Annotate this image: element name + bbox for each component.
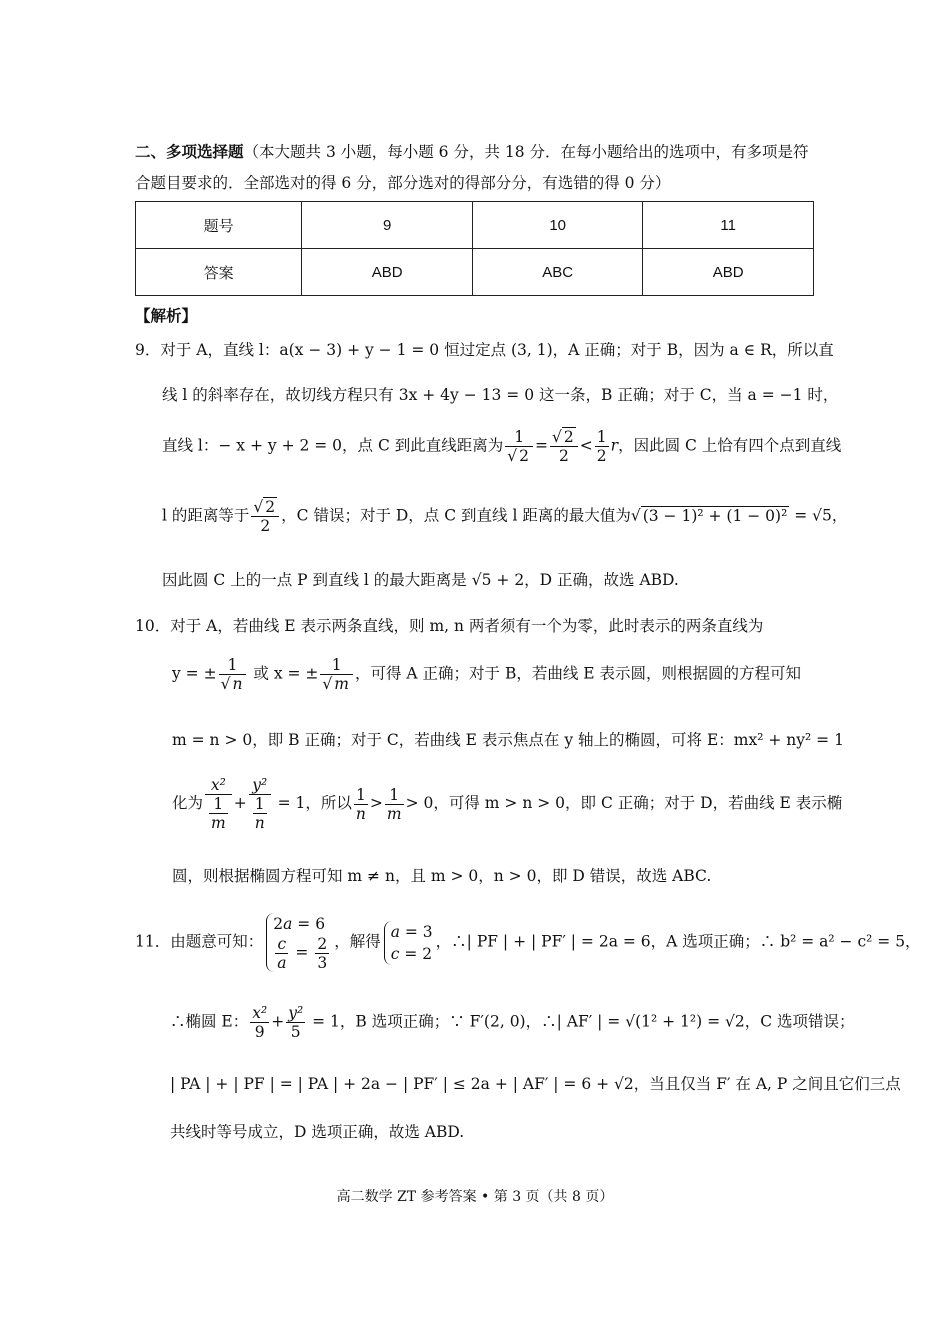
q9-line-1: 9．对于 A，直线 l：a(x − 3) + y − 1 = 0 恒过定点 (3, 1)，A 正确；对于 B，因为 a ∈ R，所以直: [135, 341, 834, 359]
fraction: $\frac{\text{y²}}{5}$: [288, 1004, 304, 1041]
q11-line-4: 共线时等号成立，D 选项正确，故选 ABD.: [170, 1123, 465, 1141]
equation-system: a = 3 c = 2: [384, 921, 433, 965]
fraction: $\frac{√ 2}{2}$: [251, 498, 279, 535]
fraction: $\frac{\text{x²}}{9}$: [252, 1004, 268, 1041]
answer-table: [135, 201, 814, 296]
fraction: $\frac{1}{√ n}$: [219, 656, 247, 693]
q10-line-4-tail: ，可得 m > n > 0，即 C 正确；对于 D，若曲线 E 表示椭: [433, 794, 843, 812]
q9-line-4-mid: ，C 错误；对于 D，点 C 到直线 l 距离的最大值为: [281, 506, 631, 525]
answer-label: 答案: [136, 249, 302, 296]
q10-line-1: 10．对于 A，若曲线 E 表示两条直线，则 m, n 两者须有一个为零，此时表示的两条直线为: [135, 617, 764, 635]
fraction: $\frac{\text{x²}}{\frac{1}{m}}$: [205, 776, 232, 832]
question-number: 10: [472, 202, 643, 249]
fraction: $\frac{\text{y²}}{\frac{1}{n}}$: [249, 776, 271, 832]
q10-line-2-mid: 或 x = ±: [248, 664, 319, 683]
page-footer: 高二数学 ZT 参考答案 • 第 3 页（共 8 页）: [336, 1189, 614, 1205]
q10-line-5: 圆，则根据椭圆方程可知 m ≠ n，且 m > 0，n > 0，即 D 错误，故选 ABC.: [172, 867, 712, 885]
q11-line-3: | PA | + | PF | = | PA | + 2a − | PF′ | ≤ 2a + | AF′ | = 6 + √2，当且仅当 F′ 在 A, P 之间且它们三点: [170, 1075, 901, 1093]
section-title: 二、多项选择题: [135, 142, 244, 161]
q9-line-4: l 的距离等于 $\frac{√ 2}{2}$ ，C 错误；对于 D，点 C 到直线 l 距离的最大值为√ (3 − 1)² + (1 − 0)² = √5，: [162, 498, 848, 535]
q11-line-1-text: 11．由题意可知：: [135, 932, 264, 951]
q11-line-2-text: ∴椭圆 E：: [170, 1012, 249, 1031]
q10-line-2: [172, 656, 801, 693]
sqrt-expression: (3 − 1)² + (1 − 0)²: [642, 506, 788, 525]
q10-line-4: 化为 $\frac{\text{x²}}{\frac{1}{m}}$ + $\frac{\text{y²}}{\frac{1}{n}}$ = 1，所以 $\frac{1}{n}$ > $\frac{1}{m}$ > 0，可得 m > n > 0，即 C 正确；对于 D，若曲线 E 表示椭: [172, 776, 843, 832]
q11-line-1: [135, 913, 921, 972]
answer-cell: ABD: [643, 249, 814, 296]
fraction: $\frac{1}{m}$: [386, 785, 402, 823]
q11-line-1-tail: ，∴| PF | + | PF′ | = 2a = 6，A 选项正确；∴ b² = a² − c² = 5，: [435, 932, 921, 951]
q9-line-4-tail: = √5，: [789, 506, 848, 525]
q10-line-2-text: y = ±: [172, 664, 217, 683]
table-row: [136, 249, 814, 296]
q10-line-4-text: 化为: [172, 794, 204, 812]
equation-system: 2a = 6 $\frac{c}{a}$ = $\frac{2}{3}$: [266, 913, 331, 972]
q10-line-4-mid: = 1，所以: [272, 794, 352, 812]
q9-line-4-text: l 的距离等于: [162, 506, 250, 525]
section-description: （本大题共 3 小题，每小题 6 分，共 18 分．在每小题给出的选项中，有多项是符合题目要求的．全部选对的得 6 分，部分选对的得部分分，有选错的得 0 分）: [135, 143, 809, 192]
answer-cell: ABC: [472, 249, 643, 296]
question-number: 9: [302, 202, 473, 249]
fraction: $\frac{1}{√ 2}$: [505, 428, 533, 465]
q9-line-2: 线 l 的斜率存在，故切线方程只有 3x + 4y − 13 = 0 这一条，B 正确；对于 C，当 a = −1 时，: [162, 386, 839, 404]
table-row: [136, 202, 814, 249]
question-number: 11: [643, 202, 814, 249]
q10-line-3: m = n > 0，即 B 正确；对于 C，若曲线 E 表示焦点在 y 轴上的椭圆，可将 E：mx² + ny² = 1: [172, 731, 844, 749]
section-heading: [135, 136, 815, 199]
q9-line-3-tail: ，因此圆 C 上恰有四个点到直线: [618, 436, 842, 455]
q9-line-3: 直线 l：− x + y + 2 = 0，点 C 到此直线距离为 $\frac{1}{√ 2}$ = $\frac{√ 2}{2}$ < $\frac{1}{2}$ r，因此圆 C 上恰有四个点到直线: [162, 428, 842, 465]
q11-line-1-mid: ，解得: [334, 932, 381, 951]
answer-cell: ABD: [302, 249, 473, 296]
fraction: $\frac{1}{√ m}$: [320, 656, 353, 693]
q10-line-2-tail: ，可得 A 正确；对于 B，若曲线 E 表示圆，则根据圆的方程可知: [355, 664, 802, 683]
q9-line-5: 因此圆 C 上的一点 P 到直线 l 的最大距离是 √5 + 2，D 正确，故选 ABD.: [162, 571, 679, 589]
fraction: $\frac{1}{n}$: [355, 785, 366, 823]
analysis-label: 【解析】: [135, 306, 198, 325]
fraction: $\frac{1}{2}$: [596, 428, 607, 465]
fraction: $\frac{√ 2}{2}$: [550, 428, 578, 465]
table-header-label: 题号: [136, 202, 302, 249]
q11-line-2-tail: = 1，B 选项正确；∵ F′(2, 0)，∴| AF′ | = √(1² + 1²) = √2，C 选项错误；: [307, 1012, 855, 1031]
q9-line-3-text: 直线 l：− x + y + 2 = 0，点 C 到此直线距离为: [162, 436, 504, 455]
q11-line-2: ∴椭圆 E： $\frac{\text{x²}}{9}$ + $\frac{\text{y²}}{5}$ = 1，B 选项正确；∵ F′(2, 0)，∴| AF′ | = √(1² + 1²) = √2，C 选项错误；: [170, 1004, 855, 1041]
